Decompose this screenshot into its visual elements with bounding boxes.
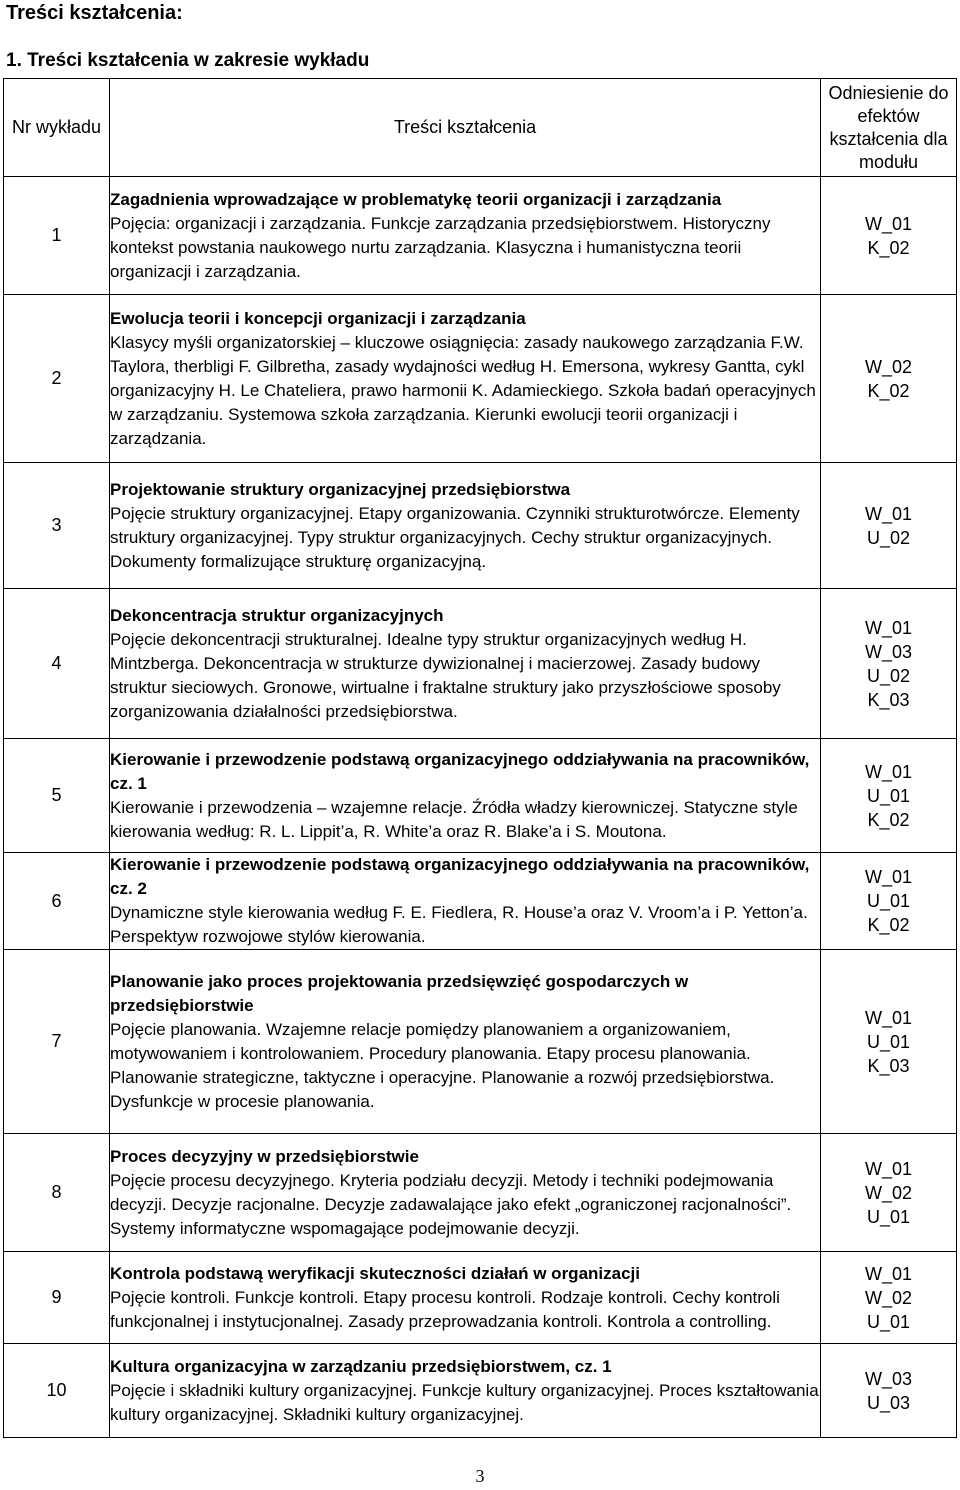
lecture-topic: Ewolucja teorii i koncepcji organizacji i zarządzania bbox=[110, 308, 526, 328]
outcome-code: U_01 bbox=[866, 1206, 911, 1227]
table-row bbox=[4, 739, 957, 853]
outcome-code: W_01 bbox=[864, 1263, 913, 1284]
lecture-topic: Kierowanie i przewodzenie podstawą organizacyjnego oddziaływania na pracowników, cz. 1 bbox=[110, 749, 810, 793]
table-row bbox=[4, 1252, 957, 1344]
lecture-content bbox=[110, 295, 821, 463]
outcome-code: W_03 bbox=[864, 1368, 913, 1389]
lecture-topic: Projektowanie struktury organizacyjnej przedsiębiorstwa bbox=[110, 479, 571, 499]
table-row bbox=[4, 853, 957, 950]
lecture-number: 8 bbox=[4, 1134, 110, 1252]
document-title: Treści kształcenia: bbox=[6, 2, 183, 24]
lecture-description: Pojęcie dekoncentracji strukturalnej. Idealne typy struktur organizacyjnych według H. Mintzberga. Dekoncentracja w strukturze dywizionalnej i macierzowej. Zasady budowy struktur sieciowych. Gronowe, wirtualne i fraktalne struktury jako przyszłościowe sposoby zorganizowania działalności przedsiębiorstwa. bbox=[110, 629, 781, 721]
outcome-references bbox=[821, 853, 957, 950]
outcome-code: K_03 bbox=[867, 689, 910, 710]
outcome-references bbox=[821, 295, 957, 463]
outcome-code: W_01 bbox=[864, 503, 913, 524]
outcome-code: W_01 bbox=[864, 213, 913, 234]
lecture-description: Klasycy myśli organizatorskiej – kluczowe osiągnięcia: zasady naukowego zarządzania F.W. Taylora, therbligi F. Gilbretha, zasady wydajności według H. Emersona, wykresy Gantta, cykl organizacyjny H. Le Chateliera, prawo harmonii K. Adamieckiego. Szkoła badań operacyjnych w zarządzaniu. Systemowa szkoła zarządzania. Kierunki ewolucji teorii organizacji i zarządzania. bbox=[110, 332, 816, 448]
lecture-content bbox=[110, 463, 821, 589]
lecture-number: 10 bbox=[4, 1344, 110, 1438]
outcome-code: W_03 bbox=[864, 641, 913, 662]
outcome-references bbox=[821, 589, 957, 739]
lecture-content bbox=[110, 853, 821, 950]
outcome-code: W_02 bbox=[864, 1182, 913, 1203]
outcome-code: U_03 bbox=[866, 1392, 911, 1413]
lecture-number: 7 bbox=[4, 950, 110, 1134]
outcome-code: K_02 bbox=[867, 237, 910, 258]
lecture-topic: Proces decyzyjny w przedsiębiorstwie bbox=[110, 1146, 419, 1166]
lecture-number: 9 bbox=[4, 1252, 110, 1344]
outcome-code: K_03 bbox=[867, 1055, 910, 1076]
outcome-code: U_02 bbox=[866, 665, 911, 686]
lecture-description: Pojęcie i składniki kultury organizacyjnej. Funkcje kultury organizacyjnej. Proces kształtowania kultury organizacyjnej. Składniki kultury organizacyjnej. bbox=[110, 1380, 819, 1424]
table-header-row bbox=[4, 79, 957, 177]
table-row bbox=[4, 589, 957, 739]
header-lecture-number: Nr wykładu bbox=[4, 79, 110, 177]
outcome-code: W_01 bbox=[864, 617, 913, 638]
lecture-number: 3 bbox=[4, 463, 110, 589]
lecture-description: Kierowanie i przewodzenia – wzajemne relacje. Źródła władzy kierowniczej. Statyczne style kierowania według: R. L. Lippit’a, R. White’a oraz R. Blake’a i S. Moutona. bbox=[110, 797, 798, 841]
lecture-content bbox=[110, 177, 821, 295]
lecture-topic: Kierowanie i przewodzenie podstawą organizacyjnego oddziaływania na pracowników, cz. 2 bbox=[110, 855, 810, 898]
lecture-content bbox=[110, 589, 821, 739]
outcome-code: U_01 bbox=[866, 785, 911, 806]
outcome-code: W_01 bbox=[864, 1007, 913, 1028]
lecture-content bbox=[110, 1134, 821, 1252]
outcome-code: U_01 bbox=[866, 891, 911, 911]
lecture-content bbox=[110, 1344, 821, 1438]
lecture-description: Dynamiczne style kierowania według F. E. Fiedlera, R. House’a oraz V. Vroom’a i P. Yetton’a. Perspektyw rozwojowe stylów kierowania. bbox=[110, 903, 808, 946]
outcome-references bbox=[821, 1344, 957, 1438]
lecture-number: 2 bbox=[4, 295, 110, 463]
outcome-code: K_02 bbox=[867, 915, 910, 935]
outcome-code: W_01 bbox=[864, 867, 913, 887]
lecture-number: 1 bbox=[4, 177, 110, 295]
lecture-description: Pojęcie planowania. Wzajemne relacje pomiędzy planowaniem a organizowaniem, motywowaniem i kontrolowaniem. Procedury planowania. Etapy procesu planowania. Planowanie strategiczne, taktyczne i operacyjne. Planowanie a rozwój przedsiębiorstwa. Dysfunkcje w procesie planowania. bbox=[110, 1019, 775, 1111]
lecture-topic: Zagadnienia wprowadzające w problematykę teorii organizacji i zarządzania bbox=[110, 189, 722, 209]
section-title: 1. Treści kształcenia w zakresie wykładu bbox=[6, 50, 370, 71]
outcome-code: W_02 bbox=[864, 1287, 913, 1308]
header-content: Treści kształcenia bbox=[110, 79, 821, 177]
outcome-references bbox=[821, 1134, 957, 1252]
lecture-number: 5 bbox=[4, 739, 110, 853]
outcome-code: W_02 bbox=[864, 356, 913, 377]
lecture-description: Pojęcia: organizacji i zarządzania. Funkcje zarządzania przedsiębiorstwem. Historyczny kontekst powstania naukowego nurtu zarządzania. Klasyczna i humanistyczna teorii organizacji i zarządzania. bbox=[110, 213, 771, 281]
lecture-topic: Kontrola podstawą weryfikacji skuteczności działań w organizacji bbox=[110, 1263, 640, 1283]
lecture-topic: Planowanie jako proces projektowania przedsięwzięć gospodarczych w przedsiębiorstwie bbox=[110, 971, 689, 1015]
lecture-number: 4 bbox=[4, 589, 110, 739]
outcome-code: K_02 bbox=[867, 380, 910, 401]
lecture-description: Pojęcie struktury organizacyjnej. Etapy organizowania. Czynniki strukturotwórcze. Elementy struktury organizacyjnej. Typy struktur organizacyjnych. Cechy struktur organizacyjnych. Dokumenty formalizujące strukturę organizacyjną. bbox=[110, 503, 800, 571]
outcome-references bbox=[821, 463, 957, 589]
lecture-content bbox=[110, 950, 821, 1134]
table-row bbox=[4, 295, 957, 463]
outcome-references bbox=[821, 177, 957, 295]
table-row bbox=[4, 950, 957, 1134]
lecture-content bbox=[110, 1252, 821, 1344]
outcome-code: W_01 bbox=[864, 1158, 913, 1179]
outcome-references bbox=[821, 1252, 957, 1344]
lecture-description: Pojęcie kontroli. Funkcje kontroli. Etapy procesu kontroli. Rodzaje kontroli. Cechy kontroli funkcjonalnej i instytucjonalnej. Zasady przeprowadzania kontroli. Kontrola a controlling. bbox=[110, 1287, 780, 1331]
table-row bbox=[4, 177, 957, 295]
table-row bbox=[4, 463, 957, 589]
lecture-number: 6 bbox=[4, 853, 110, 950]
outcome-code: W_01 bbox=[864, 761, 913, 782]
outcome-code: U_01 bbox=[866, 1311, 911, 1332]
outcome-code: U_01 bbox=[866, 1031, 911, 1052]
table-row bbox=[4, 1344, 957, 1438]
page-number: 3 bbox=[475, 1466, 485, 1486]
table-body bbox=[4, 177, 957, 1438]
lecture-topic: Kultura organizacyjna w zarządzaniu przedsiębiorstwem, cz. 1 bbox=[110, 1356, 612, 1376]
lecture-content-table bbox=[3, 78, 957, 1438]
outcome-code: K_02 bbox=[867, 809, 910, 830]
outcome-code: U_02 bbox=[866, 527, 911, 548]
lecture-topic: Dekoncentracja struktur organizacyjnych bbox=[110, 605, 444, 625]
table-row bbox=[4, 1134, 957, 1252]
lecture-content bbox=[110, 739, 821, 853]
header-outcome-reference: Odniesienie do efektów kształcenia dla modułu bbox=[821, 79, 957, 177]
outcome-references bbox=[821, 950, 957, 1134]
outcome-references bbox=[821, 739, 957, 853]
lecture-description: Pojęcie procesu decyzyjnego. Kryteria podziału decyzji. Metody i techniki podejmowania decyzji. Decyzje racjonalne. Decyzje zadawalające jako efekt „ograniczonej racjonalności”. Systemy informatyczne wspomagające podejmowanie decyzji. bbox=[110, 1170, 792, 1238]
